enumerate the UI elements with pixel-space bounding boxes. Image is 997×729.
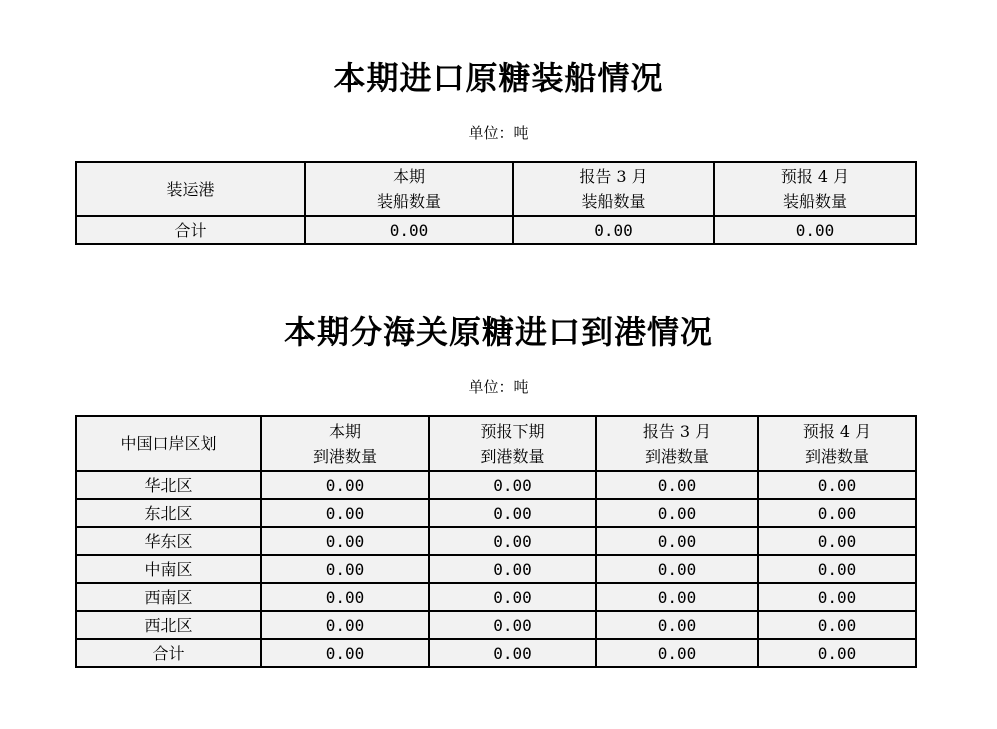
table-cell: 0.00 <box>429 639 596 667</box>
table-cell: 0.00 <box>261 471 429 499</box>
table-cell: 0.00 <box>596 471 758 499</box>
row-label: 合计 <box>76 216 305 244</box>
shipment-table <box>75 161 917 245</box>
row-label: 西南区 <box>76 583 261 611</box>
table-cell: 0.00 <box>261 639 429 667</box>
table-row <box>76 639 916 667</box>
table-cell: 0.00 <box>429 527 596 555</box>
table-cell: 0.00 <box>261 527 429 555</box>
table-cell: 0.00 <box>758 471 916 499</box>
table-cell: 0.00 <box>429 499 596 527</box>
table-cell: 0.00 <box>429 583 596 611</box>
header-cell: 本期 装船数量 <box>305 162 513 216</box>
table-cell: 0.00 <box>596 639 758 667</box>
table-cell: 0.00 <box>261 611 429 639</box>
row-label: 华北区 <box>76 471 261 499</box>
table-cell: 0.00 <box>429 555 596 583</box>
table-row <box>76 471 916 499</box>
section1-unit: 单位：吨 <box>468 124 529 142</box>
table-row <box>76 216 916 244</box>
table-header-row <box>76 416 916 471</box>
header-cell: 本期 到港数量 <box>261 416 429 471</box>
table-cell: 0.00 <box>596 611 758 639</box>
header-cell: 预报 4 月 到港数量 <box>758 416 916 471</box>
table-cell: 0.00 <box>261 555 429 583</box>
table-cell: 0.00 <box>758 639 916 667</box>
table-cell: 0.00 <box>596 555 758 583</box>
table-cell: 0.00 <box>429 471 596 499</box>
table-cell: 0.00 <box>758 499 916 527</box>
section2-unit: 单位：吨 <box>468 378 529 396</box>
table-header-row <box>76 162 916 216</box>
table-cell: 0.00 <box>596 499 758 527</box>
table-cell: 0.00 <box>758 527 916 555</box>
header-cell: 装运港 <box>76 162 305 216</box>
table-cell: 0.00 <box>758 611 916 639</box>
table-cell: 0.00 <box>758 555 916 583</box>
table-row <box>76 583 916 611</box>
section2-title: 本期分海关原糖进口到港情况 <box>283 313 713 351</box>
header-cell: 报告 3 月 装船数量 <box>513 162 714 216</box>
row-label: 东北区 <box>76 499 261 527</box>
table-row <box>76 555 916 583</box>
section1-title: 本期进口原糖装船情况 <box>333 59 664 97</box>
table-row <box>76 527 916 555</box>
table-cell: 0.00 <box>596 583 758 611</box>
row-label: 合计 <box>76 639 261 667</box>
table-cell: 0.00 <box>305 216 513 244</box>
row-label: 中南区 <box>76 555 261 583</box>
arrival-table <box>75 415 917 668</box>
header-cell: 预报下期 到港数量 <box>429 416 596 471</box>
table-cell: 0.00 <box>429 611 596 639</box>
table-cell: 0.00 <box>261 499 429 527</box>
table-cell: 0.00 <box>714 216 916 244</box>
table-cell: 0.00 <box>596 527 758 555</box>
table-cell: 0.00 <box>261 583 429 611</box>
header-cell: 预报 4 月 装船数量 <box>714 162 916 216</box>
header-cell: 报告 3 月 到港数量 <box>596 416 758 471</box>
table-cell: 0.00 <box>513 216 714 244</box>
table-row <box>76 499 916 527</box>
table-cell: 0.00 <box>758 583 916 611</box>
row-label: 西北区 <box>76 611 261 639</box>
table-row <box>76 611 916 639</box>
header-cell: 中国口岸区划 <box>76 416 261 471</box>
row-label: 华东区 <box>76 527 261 555</box>
